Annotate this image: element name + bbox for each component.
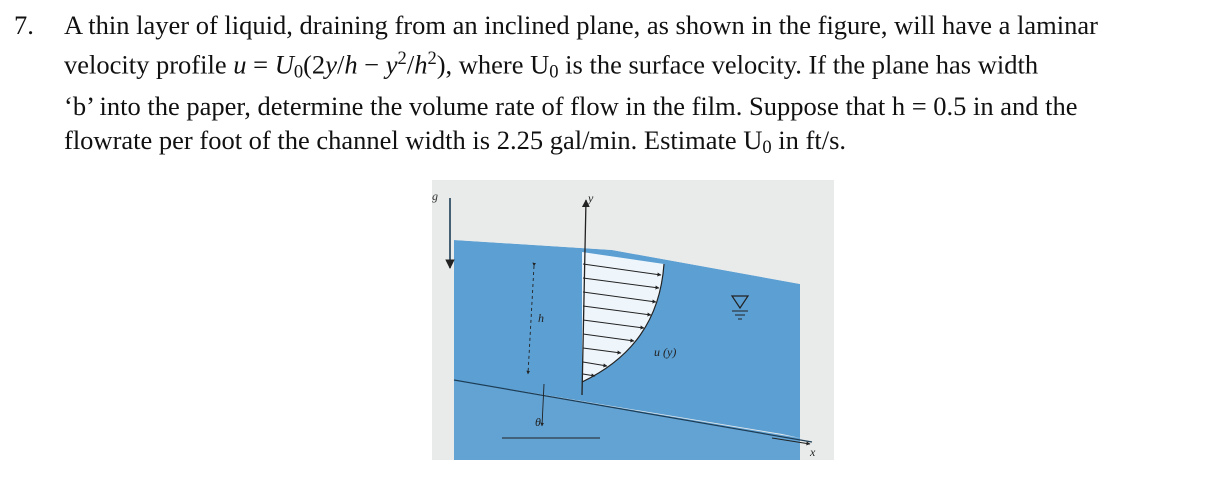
label-x: x — [810, 445, 816, 459]
label-g: g — [432, 189, 438, 203]
open-paren: (2 — [303, 49, 326, 80]
slash-2: / — [406, 49, 415, 80]
line4-text-b: in ft/s. — [771, 125, 847, 156]
surface-velocity-symbol: U — [274, 49, 294, 80]
line4-text-a: flowrate per foot of the channel width is 2.25 gal/min. Estimate U — [64, 125, 763, 156]
y-symbol: y — [325, 49, 337, 80]
problem-line-3: ‘b’ into the paper, determine the volume rate of flow in the film. Suppose that h = 0.5 in and the — [64, 91, 1078, 122]
minus-sign: − — [357, 49, 386, 80]
label-u: u (y) — [654, 345, 677, 359]
y-squared-symbol: y — [385, 49, 398, 80]
line2-prefix: velocity profile — [64, 49, 234, 80]
h-squared-exponent: 2 — [427, 48, 437, 69]
problem-number: 7. — [14, 10, 34, 40]
problem-line-1: A thin layer of liquid, draining from an inclined plane, as shown in the figure, will have a laminar — [64, 10, 1098, 40]
label-h: h — [538, 311, 544, 325]
h-squared-symbol: h — [414, 49, 428, 80]
slash: / — [336, 49, 345, 80]
problem-statement — [14, 8, 1204, 165]
label-theta: θ — [535, 415, 541, 429]
surface-velocity-subscript: 0 — [293, 61, 304, 83]
equals-sign: = — [246, 49, 275, 80]
velocity-symbol: u — [233, 49, 247, 80]
close-paren: ) — [436, 49, 446, 80]
line2-suffix-b: is the surface velocity. If the plane has width — [558, 49, 1039, 80]
h-symbol: h — [344, 49, 358, 80]
problem-line-2 — [64, 42, 1204, 89]
problem-text — [64, 8, 1204, 165]
y-squared-exponent: 2 — [397, 48, 407, 69]
line2-suffix-a: , where U — [445, 49, 550, 80]
problem-line-4 — [64, 123, 1204, 165]
label-y: y — [588, 191, 594, 205]
inclined-plane-figure — [432, 180, 834, 460]
line4-subscript: 0 — [762, 137, 772, 159]
line2-suffix-subscript: 0 — [549, 61, 559, 83]
figure-svg — [432, 180, 834, 460]
